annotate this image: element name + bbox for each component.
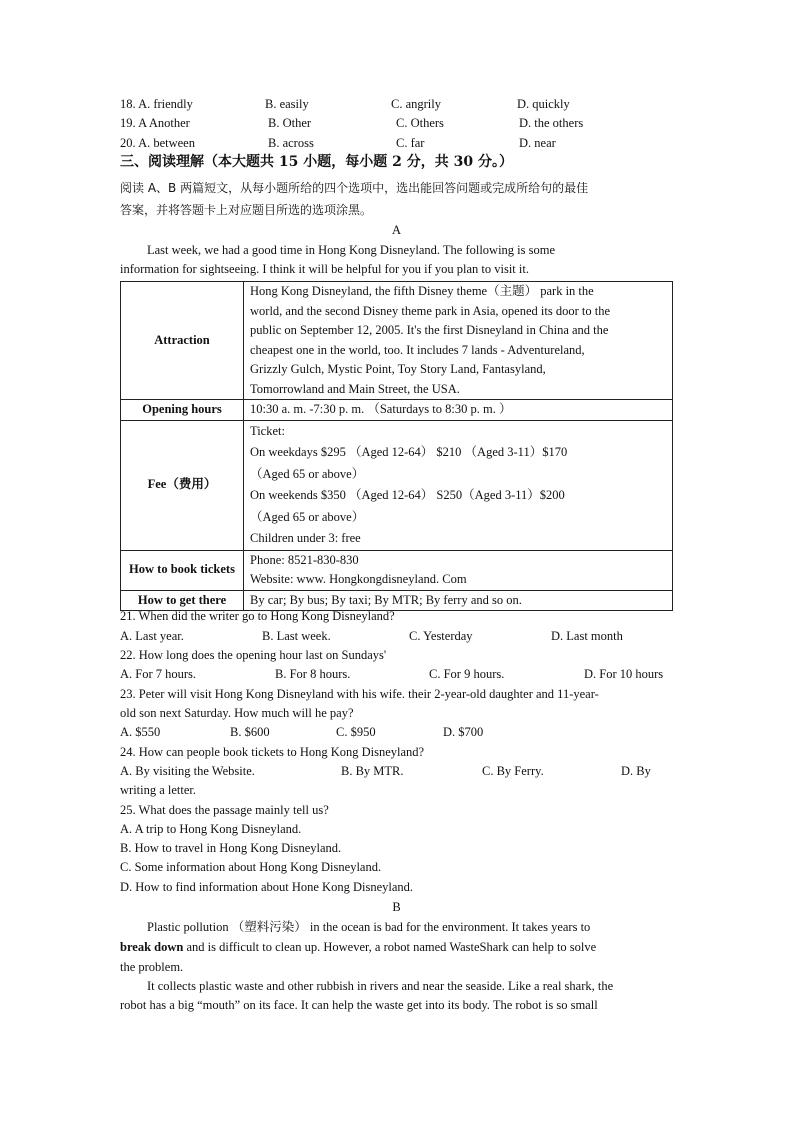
passage-a-intro-1: Last week, we had a good time in Hong Kong Disneyland. The following is some: [147, 243, 556, 257]
q20-option-b: B. across: [268, 136, 314, 150]
passage-b-p2-line-1: It collects plastic waste and other rubbish in rivers and near the seaside. Like a real shark, the: [147, 979, 614, 993]
row-value: [244, 550, 673, 590]
question-20: [120, 134, 195, 152]
disneyland-info-table: [120, 281, 673, 611]
q23-option-b: B. $600: [230, 725, 270, 739]
value-line: public on September 12, 2005. It's the first Disneyland in China and the: [250, 323, 609, 337]
table-row-fee: [121, 420, 673, 550]
bold-phrase: break down: [120, 940, 184, 954]
section-heading: 三、阅读理解（本大题共 15 小题，每小题 2 分，共 30 分。）: [120, 154, 513, 170]
value-line: （Aged 65 or above）: [250, 509, 365, 524]
q23-stem-1: 23. Peter will visit Hong Kong Disneyland with his wife. their 2-year-old daughter and 11-year-: [120, 687, 599, 701]
q21-option-c: C. Yesterday: [409, 629, 473, 643]
q25-option-a: A. A trip to Hong Kong Disneyland.: [120, 822, 302, 836]
row-key: How to book tickets: [121, 550, 244, 590]
q22-option-a: A. For 7 hours.: [120, 667, 197, 681]
q20-option-a: A. between: [138, 136, 195, 150]
q24-option-d-cont: writing a letter.: [120, 783, 197, 797]
q25-option-c: C. Some information about Hong Kong Disneyland.: [120, 860, 382, 874]
q22-option-c: C. For 9 hours.: [429, 667, 505, 681]
passage-a-intro-2: information for sightseeing. I think it will be helpful for you if you plan to visit it.: [120, 262, 529, 276]
q18-option-a: A. friendly: [138, 97, 193, 111]
q22-stem: 22. How long does the opening hour last on Sundays': [120, 648, 387, 662]
question-18: [120, 95, 193, 113]
row-key: How to get there: [121, 590, 244, 611]
passage-b-p1-line-3: the problem.: [120, 960, 184, 974]
value-line: Website: www. Hongkongdisneyland. Com: [250, 572, 467, 586]
instruction-line-1: 阅读 A、B 两篇短文，从每小题所给的四个选项中，选出能回答问题或完成所给句的最佳: [120, 181, 589, 195]
q19-option-d: D. the others: [519, 116, 584, 130]
value-line: Children under 3: free: [250, 531, 361, 545]
value-line: Grizzly Gulch, Mystic Point, Toy Story Land, Fantasyland,: [250, 362, 546, 376]
q19-option-b: B. Other: [268, 116, 312, 130]
passage-b-p1-line-1: Plastic pollution （塑料污染） in the ocean is bad for the environment. It takes years to: [147, 920, 591, 934]
q25-option-b: B. How to travel in Hong Kong Disneyland.: [120, 841, 342, 855]
q18-option-c: C. angrily: [391, 97, 441, 111]
q24-stem: 24. How can people book tickets to Hong Kong Disneyland?: [120, 745, 425, 759]
row-key: Attraction: [121, 282, 244, 400]
q23-option-c: C. $950: [336, 725, 376, 739]
q21-option-b: B. Last week.: [262, 629, 331, 643]
table-row-opening-hours: [121, 400, 673, 421]
line-rest: and is difficult to clean up. However, a robot named WasteShark can help to solve: [183, 940, 597, 954]
row-key: Fee（费用）: [121, 420, 244, 550]
q21-stem: 21. When did the writer go to Hong Kong Disneyland?: [120, 609, 395, 623]
value-line: On weekdays $295 （Aged 12-64） $210 （Aged 3-11）$170: [250, 445, 568, 459]
q19-option-c: C. Others: [396, 116, 444, 130]
value-line: By car; By bus; By taxi; By MTR; By ferry and so on.: [250, 592, 522, 607]
q18-option-b: B. easily: [265, 97, 309, 111]
value-line: （Aged 65 or above）: [250, 466, 365, 481]
passage-b-p1-line-2: [120, 938, 596, 956]
q20-option-c: C. far: [396, 136, 425, 150]
q20-option-d: D. near: [519, 136, 556, 150]
value-line: Tomorrowland and Main Street, the USA.: [250, 381, 460, 396]
value-line: 10:30 a. m. -7:30 p. m. （Saturdays to 8:30 p. m. ）: [250, 402, 512, 416]
q25-option-d: D. How to find information about Hone Kong Disneyland.: [120, 880, 414, 894]
row-key: Opening hours: [121, 400, 244, 421]
q24-option-b: B. By MTR.: [341, 764, 404, 778]
row-value: [244, 420, 673, 550]
q18-option-d: D. quickly: [517, 97, 570, 111]
question-19: [120, 114, 190, 132]
q24-option-a: A. By visiting the Website.: [120, 764, 255, 778]
passage-b-p2-line-2: robot has a big “mouth” on its face. It can help the waste get into its body. The robot is so small: [120, 998, 598, 1012]
q19-option-a: A Another: [138, 116, 190, 130]
q18-a: 18.: [120, 97, 136, 111]
q21-option-a: A. Last year.: [120, 629, 184, 643]
value-line: Phone: 8521-830-830: [250, 552, 359, 567]
q24-option-c: C. By Ferry.: [482, 764, 544, 778]
q20-num: 20.: [120, 136, 136, 150]
row-value: [244, 400, 673, 421]
value-line: On weekends $350 （Aged 12-64） S250（Aged 3-11）$200: [250, 488, 565, 502]
instruction-line-2: 答案，并将答题卡上对应题目所选的选项涂黑。: [120, 203, 373, 217]
q23-option-a: A. $550: [120, 725, 161, 739]
value-line: cheapest one in the world, too. It includes 7 lands - Adventureland,: [250, 342, 585, 357]
table-row-attraction: [121, 282, 673, 400]
q19-num: 19.: [120, 116, 136, 130]
value-line: Hong Kong Disneyland, the fifth Disney theme（主题） park in the: [250, 284, 594, 298]
passage-a-label: A: [391, 223, 402, 237]
value-line: world, and the second Disney theme park in Asia, opened its door to the: [250, 303, 610, 318]
q22-option-d: D. For 10 hours: [584, 667, 664, 681]
q21-option-d: D. Last month: [551, 629, 623, 643]
passage-b-label: B: [392, 900, 401, 914]
q25-stem: 25. What does the passage mainly tell us?: [120, 803, 329, 817]
q23-option-d: D. $700: [443, 725, 484, 739]
q24-option-d: D. By: [621, 764, 651, 778]
row-value: [244, 282, 673, 400]
q23-stem-2: old son next Saturday. How much will he pay?: [120, 706, 354, 720]
q22-option-b: B. For 8 hours.: [275, 667, 351, 681]
table-row-book-tickets: [121, 550, 673, 590]
value-line: Ticket:: [250, 423, 285, 438]
